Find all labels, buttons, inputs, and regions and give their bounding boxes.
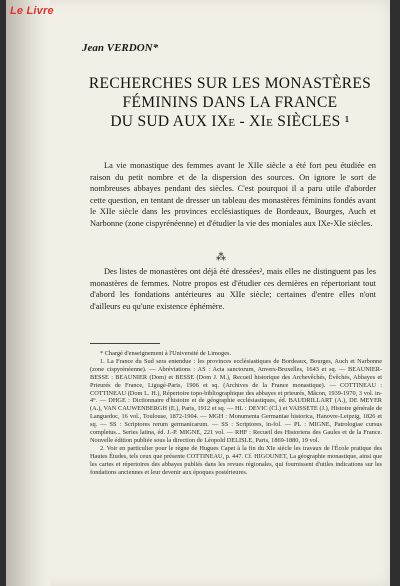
footnote-1: 1. La France du Sud sera entendue : les provinces ecclésiastiques de Bordeaux, Bourges, Auch et Narbonne (zone cispyrénéenne). — Abréviations : AS : Acta sanctorum, Anvers-Bruxelles, 1643 et sq. — BEAUNIER-BESSE : BEAUNIER (Dom) et BESSE (Dom J. M.), Recueil historique des Archevêchés, Évêchés, Abbayes et Prieurés de France, Ligugé-Paris, 1906 et sq. (Archives de la France monastique). — COTTINEAU : COTTINEAU (Dom L. H.), Répertoire topo-bibliographique des abbayes et prieurés, Mâcon, 1939-1970, 3 vol. in-4°. — DHGE : Dictionnaire d'histoire et de géographie ecclésiastiques, éd. BAUDRILLART (A.), DE MEYER (A.), VAN CAUWENBERGH (E.), Paris, 1912 et sq. — HL : DEVIC (Cl.) et VAISSETE (J.), Histoire générale de Languedoc, 16 vol., Toulouse, 1872-1904. — MGH : Monumenta Germaniae historica, Hanovre-Leipzig, 1826 et sq. — SS : Scriptores rerum germanicarum. — SS : Scriptores, in-fol. — PL : MIGNE, Patrologiae cursus completus... Series latina, éd. J.-P. MIGNE, 221 vol. — RHF : Recueil des Historiens des Gaules et de la France. Nouvelle édition publiée sous la direction de Léopold DELISLE, Paris, 1869-1880, 19 vol. [90, 357, 382, 444]
page-gutter-shadow [6, 0, 50, 586]
footnotes [90, 350, 382, 477]
watermark-logo: Le Livre [10, 5, 54, 17]
title-line-1: RECHERCHES SUR LES MONASTÈRES [88, 75, 372, 92]
book-page [6, 0, 390, 586]
footnote-divider [90, 343, 160, 344]
body-paragraph-1: La vie monastique des femmes avant le XIIe siècle a été fort peu étudiée en raison du petit nombre et de la dispersion des sources. On ignore le sort de nombreuses abbayes pendant des siècles. C'est pourquoi il a paru utile d'aborder cette question, en tentant de dresser un tableau des monastères féminins fondés avant le XIIe siècle dans les provinces ecclésiastiques de Bordeaux, Bourges, Auch et Narbonne (zone cispyrénéenne) et d'étudier la vie des moniales aux IXe-XIe siècles. [90, 161, 376, 228]
footnote-2: 2. Voir en particulier pour le règne de Hugues Capet à la fin du XIe siècle les travaux de l'École pratique des Hautes Études, tels ceux que présente COTTINEAU, p. 447. Cf. HIGOUNET, La géographie monastique, ainsi que les cartes et répertoires des abbayes publiés dans les revues régionales, qui fournissent d'utiles indications sur les fondations anciennes et leur devenir aux époques postérieures. [90, 444, 382, 476]
title-line-2: FÉMININS DANS LA FRANCE [122, 94, 338, 111]
title-line-3: DU SUD AUX IXe - XIe SIÈCLES ¹ [110, 113, 350, 130]
footnote-star: * Chargé d'enseignement à l'Université de Limoges. [100, 350, 232, 357]
section-ornament: ⁂ [216, 252, 226, 263]
author-name: Jean VERDON* [82, 42, 159, 54]
body-paragraph-2: Des listes de monastères ont déjà été dressées², mais elles ne distinguent pas les monastères de femmes. Notre propos est d'étudier ces dernières en répertoriant tout d'abord les fondations antérieures au XIIe siècle; certaines d'entre elles n'ont d'ailleurs eu qu'une existence éphémère. [90, 267, 376, 311]
article-title [70, 74, 390, 131]
